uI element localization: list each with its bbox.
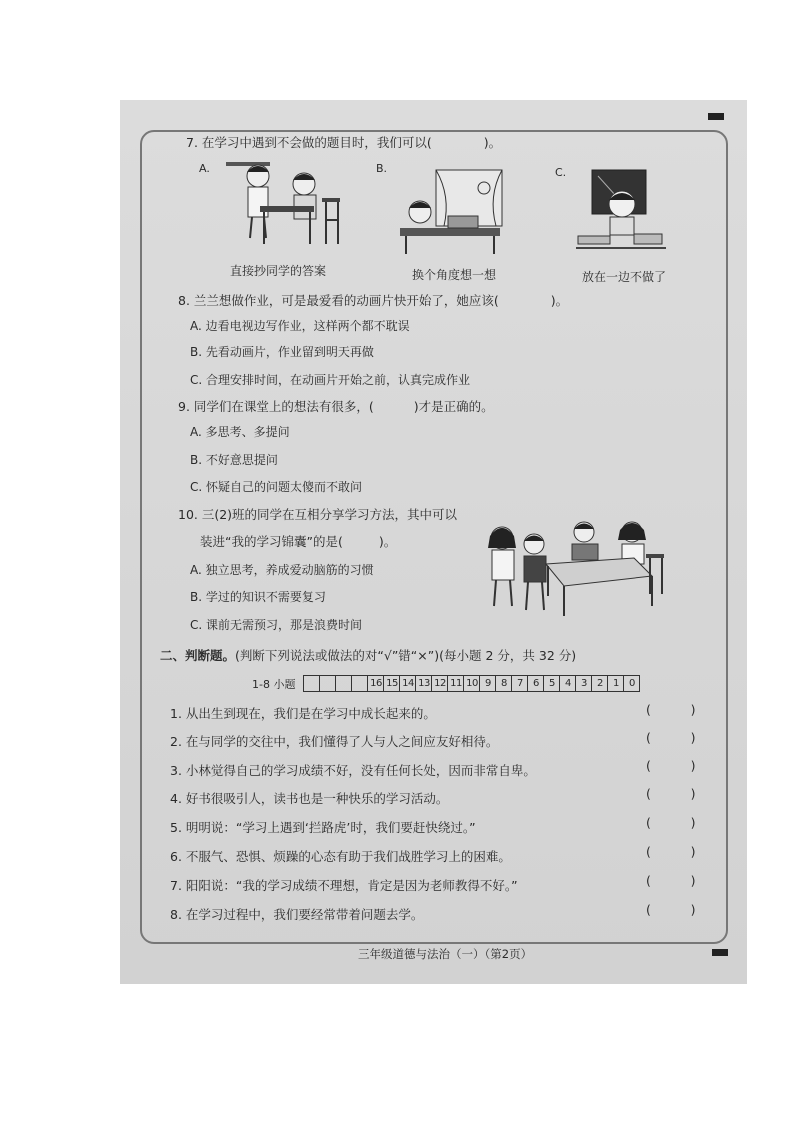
students-sharing-illustration bbox=[484, 514, 670, 620]
section2-heading: 二、判断题。(判断下列说法或做法的对“√”错“×”)(每小题 2 分，共 32 分) bbox=[160, 648, 577, 663]
score-cell[interactable]: 12 bbox=[431, 676, 447, 691]
copying-answer-illustration bbox=[222, 158, 352, 254]
q10-stem-line1: 10. 三(2)班的同学在互相分享学习方法，其中可以 bbox=[178, 507, 458, 522]
registration-mark-top bbox=[708, 113, 724, 120]
score-cell[interactable] bbox=[351, 676, 367, 691]
q9-option-a: A. 多思考、多提问 bbox=[190, 425, 290, 439]
score-table-row bbox=[252, 675, 640, 692]
answer-blank-6[interactable]: ( ) bbox=[646, 844, 696, 859]
answer-blank-3[interactable]: ( ) bbox=[646, 758, 696, 773]
score-cell[interactable] bbox=[304, 676, 319, 691]
score-cell[interactable]: 11 bbox=[447, 676, 463, 691]
answer-blank-5[interactable]: ( ) bbox=[646, 815, 696, 830]
score-cell[interactable]: 7 bbox=[511, 676, 527, 691]
judge-item-8: 8. 在学习过程中，我们要经常带着问题去学。 bbox=[170, 907, 424, 922]
registration-mark-bottom bbox=[712, 949, 728, 956]
q9-option-c: C. 怀疑自己的问题太傻而不敢问 bbox=[190, 480, 363, 494]
q8-option-b: B. 先看动画片，作业留到明天再做 bbox=[190, 345, 374, 359]
thinking-student-illustration bbox=[396, 166, 506, 258]
q7-stem: 7. 在学习中遇到不会做的题目时，我们可以( )。 bbox=[186, 135, 502, 150]
score-cell[interactable]: 9 bbox=[479, 676, 495, 691]
q7-option-c-caption: 放在一边不做了 bbox=[582, 270, 667, 284]
score-cell[interactable] bbox=[335, 676, 351, 691]
score-cell[interactable]: 13 bbox=[415, 676, 431, 691]
judge-item-2: 2. 在与同学的交往中，我们懂得了人与人之间应友好相待。 bbox=[170, 734, 499, 749]
score-cell[interactable]: 6 bbox=[527, 676, 543, 691]
q7-option-b-letter: B. bbox=[376, 162, 388, 175]
q10-option-b: B. 学过的知识不需要复习 bbox=[190, 590, 326, 604]
q10-stem-line2: 装进“我的学习锦囊”的是( )。 bbox=[200, 534, 397, 549]
judge-item-7: 7. 阳阳说：“我的学习成绩不理想，肯定是因为老师教得不好。” bbox=[170, 878, 518, 893]
score-cell[interactable]: 16 bbox=[367, 676, 383, 691]
score-cell[interactable]: 1 bbox=[607, 676, 623, 691]
page-footer: 三年级道德与法治（一）（第2页） bbox=[358, 947, 533, 961]
score-cell[interactable]: 3 bbox=[575, 676, 591, 691]
score-table bbox=[303, 675, 640, 692]
q8-stem: 8. 兰兰想做作业，可是最爱看的动画片快开始了，她应该( )。 bbox=[178, 293, 569, 308]
q9-stem: 9. 同学们在课堂上的想法有很多，( )才是正确的。 bbox=[178, 399, 494, 414]
score-cell[interactable]: 14 bbox=[399, 676, 415, 691]
judge-item-1: 1. 从出生到现在，我们是在学习中成长起来的。 bbox=[170, 706, 436, 721]
q8-option-c: C. 合理安排时间，在动画片开始之前，认真完成作业 bbox=[190, 373, 471, 387]
judge-item-5: 5. 明明说：“学习上遇到‘拦路虎’时，我们要赶快绕过。” bbox=[170, 820, 476, 835]
judge-item-4: 4. 好书很吸引人，读书也是一种快乐的学习活动。 bbox=[170, 791, 449, 806]
judge-item-3: 3. 小林觉得自己的学习成绩不好，没有任何长处，因而非常自卑。 bbox=[170, 763, 536, 778]
score-label: 1-8 小题 bbox=[252, 677, 296, 691]
q8-option-a: A. 边看电视边写作业，这样两个都不耽误 bbox=[190, 319, 410, 333]
answer-blank-7[interactable]: ( ) bbox=[646, 873, 696, 888]
score-cell[interactable]: 2 bbox=[591, 676, 607, 691]
q7-option-b-caption: 换个角度想一想 bbox=[412, 268, 497, 282]
score-cell[interactable]: 5 bbox=[543, 676, 559, 691]
q7-option-a-caption: 直接抄同学的答案 bbox=[230, 264, 327, 278]
answer-blank-2[interactable]: ( ) bbox=[646, 730, 696, 745]
answer-blank-1[interactable]: ( ) bbox=[646, 702, 696, 717]
q9-option-b: B. 不好意思提问 bbox=[190, 453, 278, 467]
score-cell[interactable]: 8 bbox=[495, 676, 511, 691]
q10-option-a: A. 独立思考，养成爱动脑筋的习惯 bbox=[190, 563, 374, 577]
giving-up-illustration bbox=[576, 166, 666, 260]
q7-option-a-letter: A. bbox=[199, 162, 210, 175]
answer-blank-8[interactable]: ( ) bbox=[646, 902, 696, 917]
score-cell[interactable]: 15 bbox=[383, 676, 399, 691]
score-cell[interactable] bbox=[319, 676, 335, 691]
q7-option-c-letter: C. bbox=[555, 166, 567, 179]
score-cell[interactable]: 4 bbox=[559, 676, 575, 691]
score-cell[interactable]: 0 bbox=[623, 676, 639, 691]
answer-blank-4[interactable]: ( ) bbox=[646, 786, 696, 801]
q10-option-c: C. 课前无需预习，那是浪费时间 bbox=[190, 618, 363, 632]
judge-item-6: 6. 不服气、恐惧、烦躁的心态有助于我们战胜学习上的困难。 bbox=[170, 849, 511, 864]
score-cell[interactable]: 10 bbox=[463, 676, 479, 691]
